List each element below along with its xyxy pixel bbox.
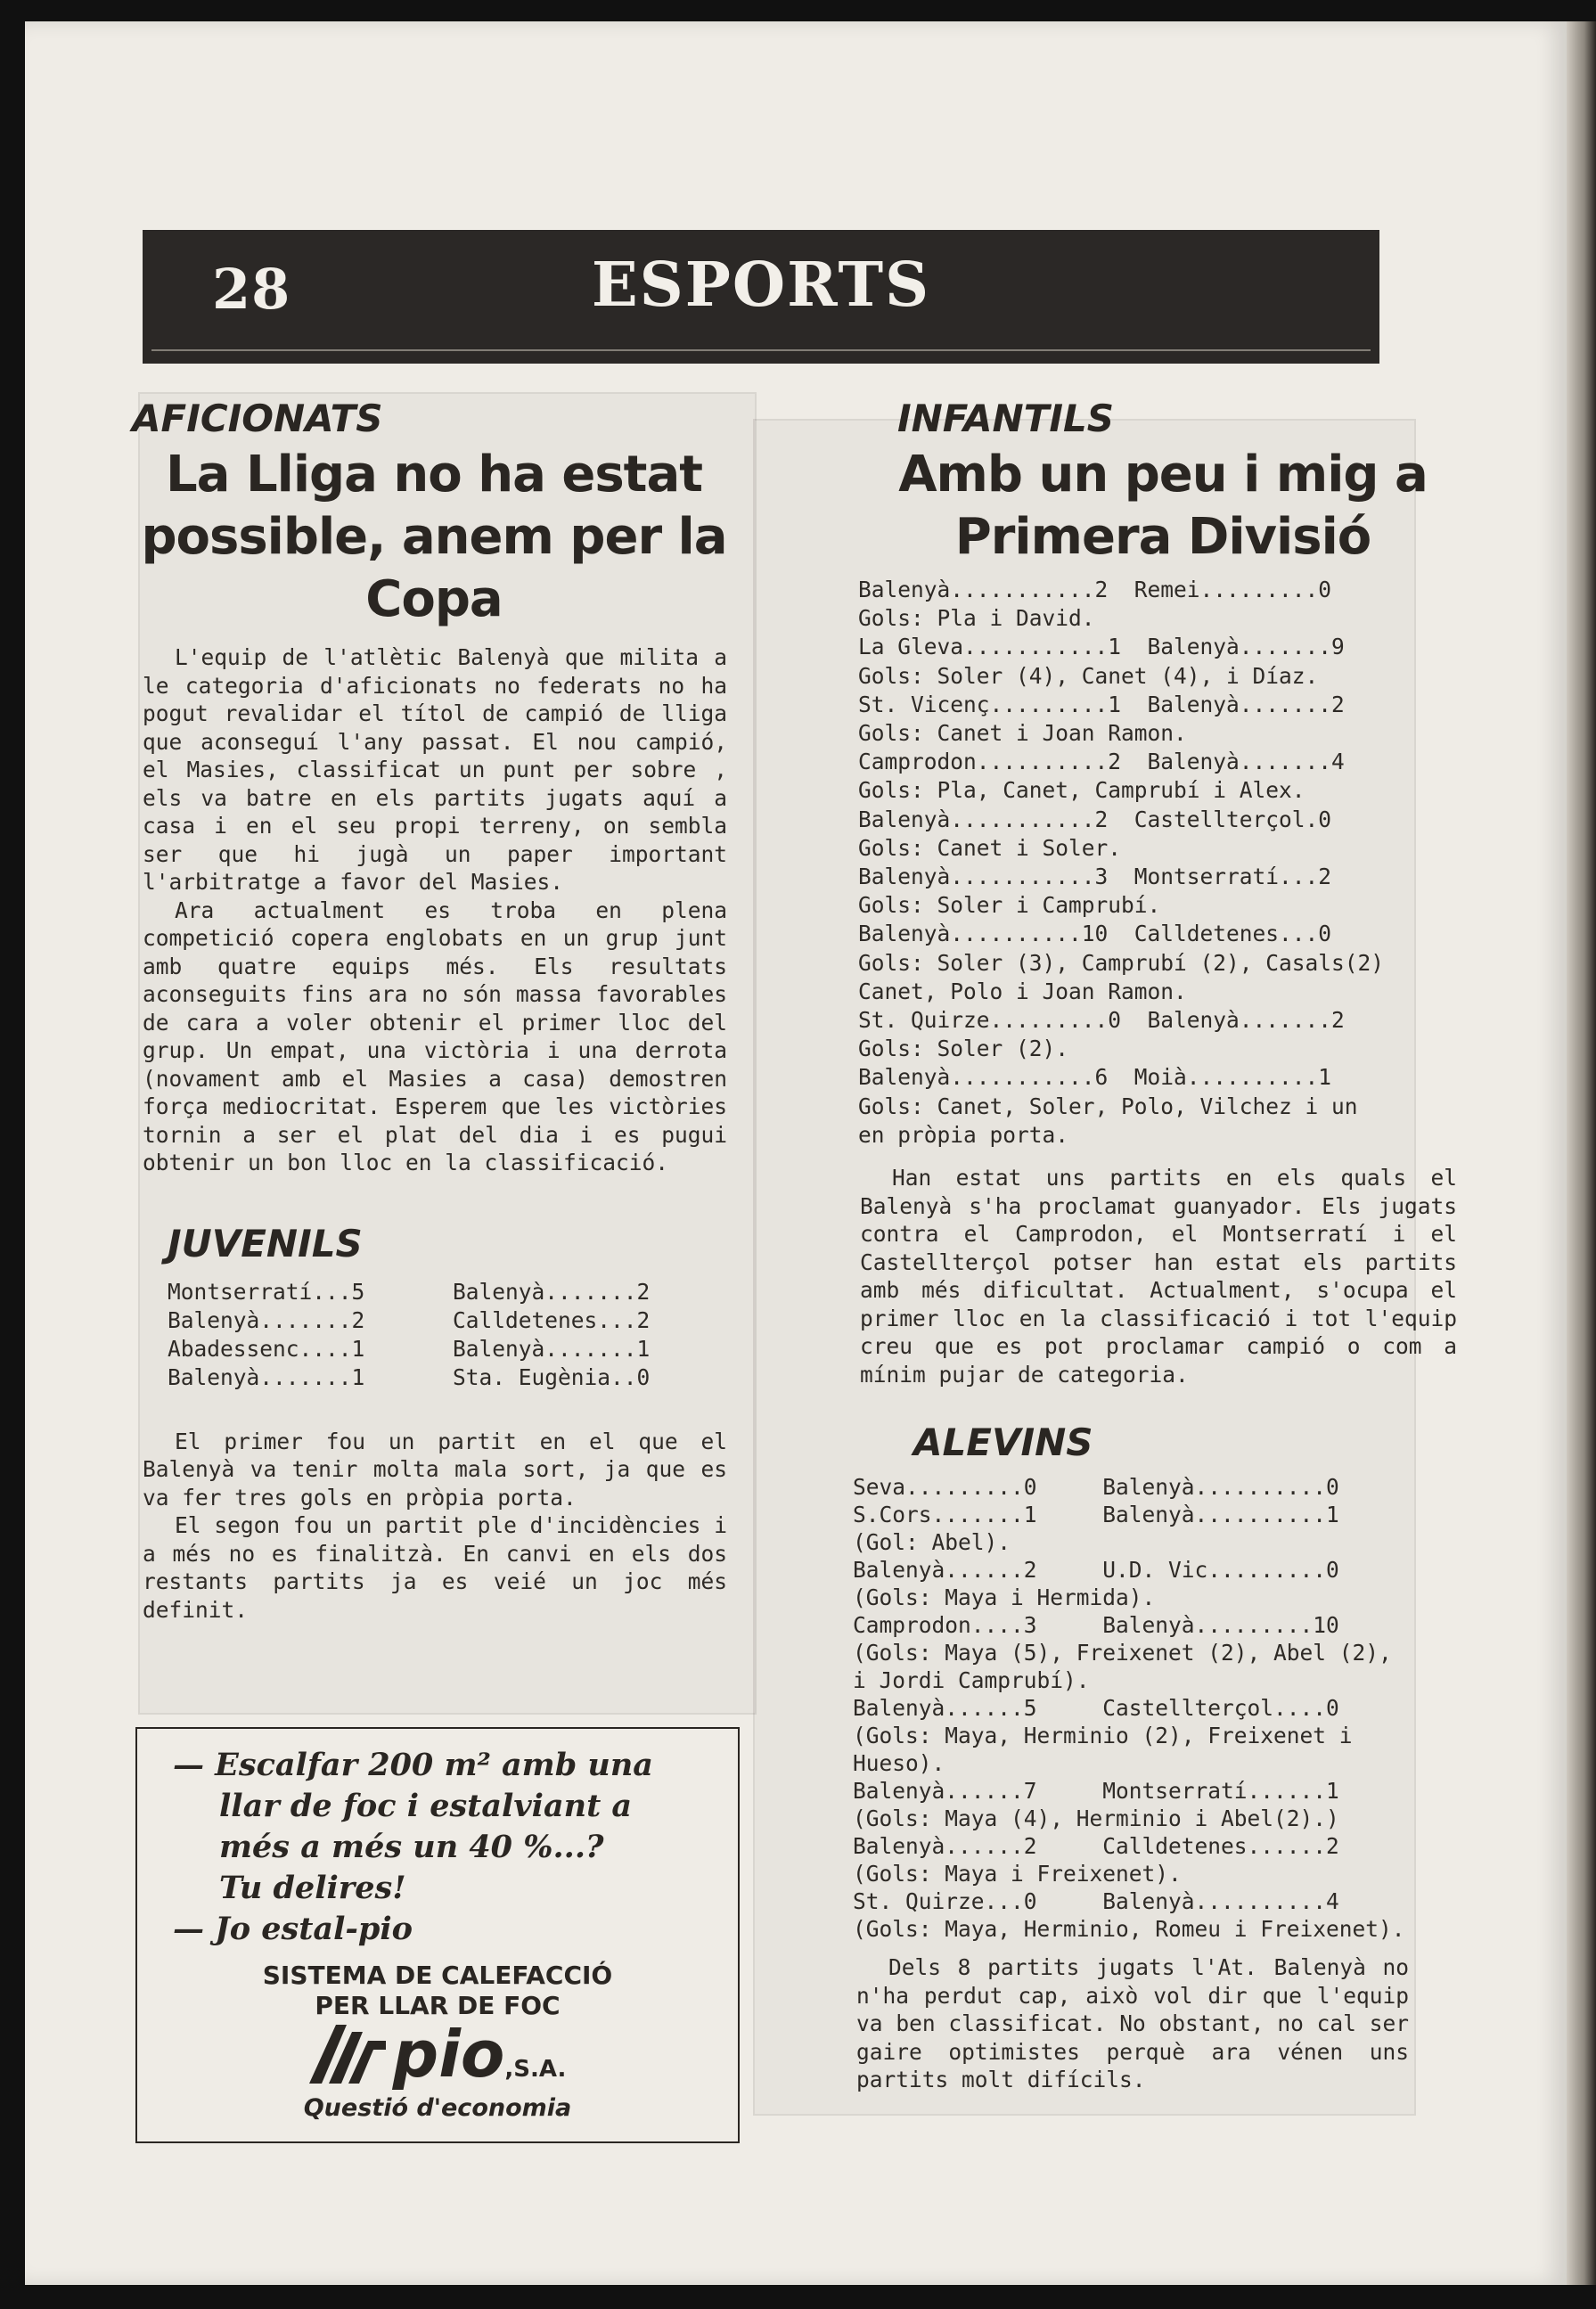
result-line: i Jordi Camprubí).	[853, 1667, 1090, 1694]
page-edge	[1567, 21, 1596, 2285]
result-line: Gols: Soler (2).	[858, 1036, 1069, 1062]
ad-line: — Jo estal-pio	[173, 1911, 413, 1947]
result-line: (Gol: Abel).	[853, 1529, 1011, 1556]
article-paragraph: Han estat uns partits en els quals el Balenyà s'ha proclamat guanyador. Els jugats contra el Camprodon, el Montserratí i el Castellterçol potser han estat els partits amb més dificultat. Actualment, s'ocupa el primer lloc en la classificació i tot l'equip creu que es pot proclamar campió o com a mínim pujar de categoria.	[860, 1165, 1457, 1388]
result-line: La Gleva...........1 Balenyà.......9	[858, 634, 1345, 660]
result-line: Gols: Pla i David.	[858, 605, 1095, 632]
pio-advertisement	[135, 1727, 740, 2143]
ad-line: Tu delires!	[219, 1870, 406, 1906]
result-line: Balenyà...........2 Remei.........0	[858, 577, 1332, 602]
ad-system-line: PER LLAR DE FOC	[315, 1991, 561, 2020]
result-line: Balenyà......2 U.D. Vic.........0	[853, 1557, 1339, 1584]
aficionats-kicker: AFICIONATS	[132, 397, 383, 440]
result-line: (Gols: Maya (5), Freixenet (2), Abel (2),	[853, 1640, 1392, 1666]
infantils-article	[860, 1164, 1457, 1388]
left-column	[132, 397, 736, 1624]
article-paragraph: El segon fou un partit ple d'incidències i a més no es finalitzà. En canvi en els dos restants partits ja es veié un joc més definit.	[143, 1512, 727, 1623]
pio-logo	[137, 2017, 738, 2092]
result-line: Canet, Polo i Joan Ramon.	[858, 978, 1187, 1004]
result-line: Camprodon..........2 Balenyà.......4	[858, 749, 1345, 775]
result-cell: Abadessenc....1	[168, 1335, 365, 1362]
result-line: Hueso).	[853, 1750, 945, 1777]
aficionats-headline: La Lliga no ha estat possible, anem per la Copa	[141, 446, 727, 628]
result-line: Camprodon....3 Balenyà.........10	[853, 1612, 1339, 1639]
pio-logo-mark-icon	[309, 2023, 389, 2085]
headline-line: Primera Divisió	[954, 508, 1371, 566]
article-paragraph: Ara actualment es troba en plena competició copera englobats en un grup junt amb quatre equips més. Els resultats aconseguits fins ara no són massa favorables de cara a voler obtenir el primer lloc del grup. Un empat, una victòria i una derrota (novament amb el Masies a casa) demostren força mediocritat. Esperem que les victòries tornin a ser el plat del dia i es pugui obtenir un bon lloc en la classificació.	[143, 897, 727, 1175]
result-cell: Balenyà.......2	[168, 1306, 365, 1333]
result-cell: Balenyà.......1	[453, 1335, 651, 1362]
article-paragraph: El primer fou un partit en el que el Balenyà va tenir molta mala sort, ja que es va fer tres gols en pròpia porta.	[143, 1428, 727, 1511]
article-paragraph: L'equip de l'atlètic Balenyà que milita a le categoria d'aficionats no federats no ha pogut revalidar el títol de campió de lliga que aconseguí l'any passat. El nou campió, el Masies, classificat un punt per sobre , els va batre en els partits jugats aquí a casa i en el seu propi terreny, on sembla ser que hi jugà un paper important l'arbitratge a favor del Masies.	[143, 644, 727, 895]
ad-copy	[173, 1745, 653, 1950]
result-line: (Gols: Maya, Herminio, Romeu i Freixenet).	[853, 1916, 1405, 1943]
infantils-kicker: INFANTILS	[897, 397, 1114, 440]
ad-tagline: Questió d'economia	[303, 2094, 572, 2122]
article-paragraph: Dels 8 partits jugats l'At. Balenyà no n'ha perdut cap, això vol dir que l'equip va ben classificat. No obstant, no cal ser gaire optimistes perquè ara vénen uns partits molt difícils.	[856, 1954, 1409, 2093]
alevins-article	[856, 1953, 1409, 2094]
result-cell: Montserratí...5	[168, 1278, 365, 1305]
result-cell: Balenyà.......1	[168, 1363, 365, 1390]
result-line: Balenyà..........10 Calldetenes...0	[858, 921, 1332, 947]
result-line: S.Cors.......1 Balenyà..........1	[853, 1502, 1339, 1528]
result-line: Gols: Soler i Camprubí.	[858, 892, 1161, 919]
ad-line: més a més un 40 %...?	[219, 1829, 604, 1865]
result-line: St. Vicenç.........1 Balenyà.......2	[858, 691, 1345, 717]
result-line: Balenyà......5 Castellterçol....0	[853, 1695, 1339, 1722]
result-cell: Sta. Eugènia..0	[453, 1363, 651, 1390]
result-line: St. Quirze...0 Balenyà..........4	[853, 1888, 1339, 1915]
juvenils-kicker: JUVENILS	[168, 1221, 363, 1265]
result-line: (Gols: Maya (4), Herminio i Abel(2).)	[853, 1805, 1339, 1832]
result-line: Balenyà......2 Calldetenes......2	[853, 1833, 1339, 1860]
result-cell: Balenyà.......2	[453, 1278, 651, 1305]
result-line: Seva.........0 Balenyà..........0	[853, 1474, 1339, 1501]
alevins-kicker: ALEVINS	[913, 1421, 1093, 1465]
headline-line: Amb un peu i mig a	[898, 446, 1428, 504]
infantils-headline	[860, 444, 1466, 569]
result-line: St. Quirze.........0 Balenyà.......2	[858, 1007, 1345, 1034]
ad-system-line: SISTEMA DE CALEFACCIÓ	[262, 1961, 613, 1990]
ad-line: — Escalfar 200 m² amb una	[173, 1747, 653, 1783]
aficionats-article	[143, 643, 727, 1177]
result-line: Balenyà......7 Montserratí......1	[853, 1778, 1339, 1805]
result-line: Balenyà...........6 Moià..........1	[858, 1064, 1332, 1091]
page-number: 28	[212, 257, 291, 322]
right-column	[853, 397, 1466, 2094]
result-line: Gols: Canet i Joan Ramon.	[858, 720, 1187, 747]
ad-line: llar de foc i estalviant a	[219, 1788, 633, 1824]
result-line: Gols: Pla, Canet, Camprubí i Alex.	[858, 777, 1305, 804]
pio-brand: pio	[392, 2017, 505, 2092]
result-line: Balenyà...........2 Castellterçol.0	[858, 806, 1332, 832]
section-title: ESPORTS	[591, 250, 931, 321]
result-line: (Gols: Maya i Hermida).	[853, 1584, 1156, 1611]
result-line: (Gols: Maya i Freixenet).	[853, 1861, 1182, 1887]
alevins-results	[853, 1473, 1466, 1943]
result-line: Gols: Canet i Soler.	[858, 834, 1122, 861]
juvenils-article	[143, 1428, 727, 1625]
result-line: Gols: Canet, Soler, Polo, Vilchez i un	[858, 1093, 1358, 1119]
result-line: en pròpia porta.	[858, 1121, 1069, 1148]
result-cell: Calldetenes...2	[453, 1306, 651, 1333]
result-line: Balenyà...........3 Montserratí...2	[858, 864, 1332, 890]
result-line: Gols: Soler (4), Canet (4), i Díaz.	[858, 662, 1319, 689]
result-line: (Gols: Maya, Herminio (2), Freixenet i	[853, 1723, 1353, 1749]
pio-brand-suffix: ,S.A.	[504, 2056, 567, 2083]
juvenils-results	[168, 1278, 736, 1392]
result-line: Gols: Soler (3), Camprubí (2), Casals(2)	[858, 949, 1385, 976]
section-header	[143, 230, 1379, 364]
infantils-results	[858, 576, 1466, 1150]
